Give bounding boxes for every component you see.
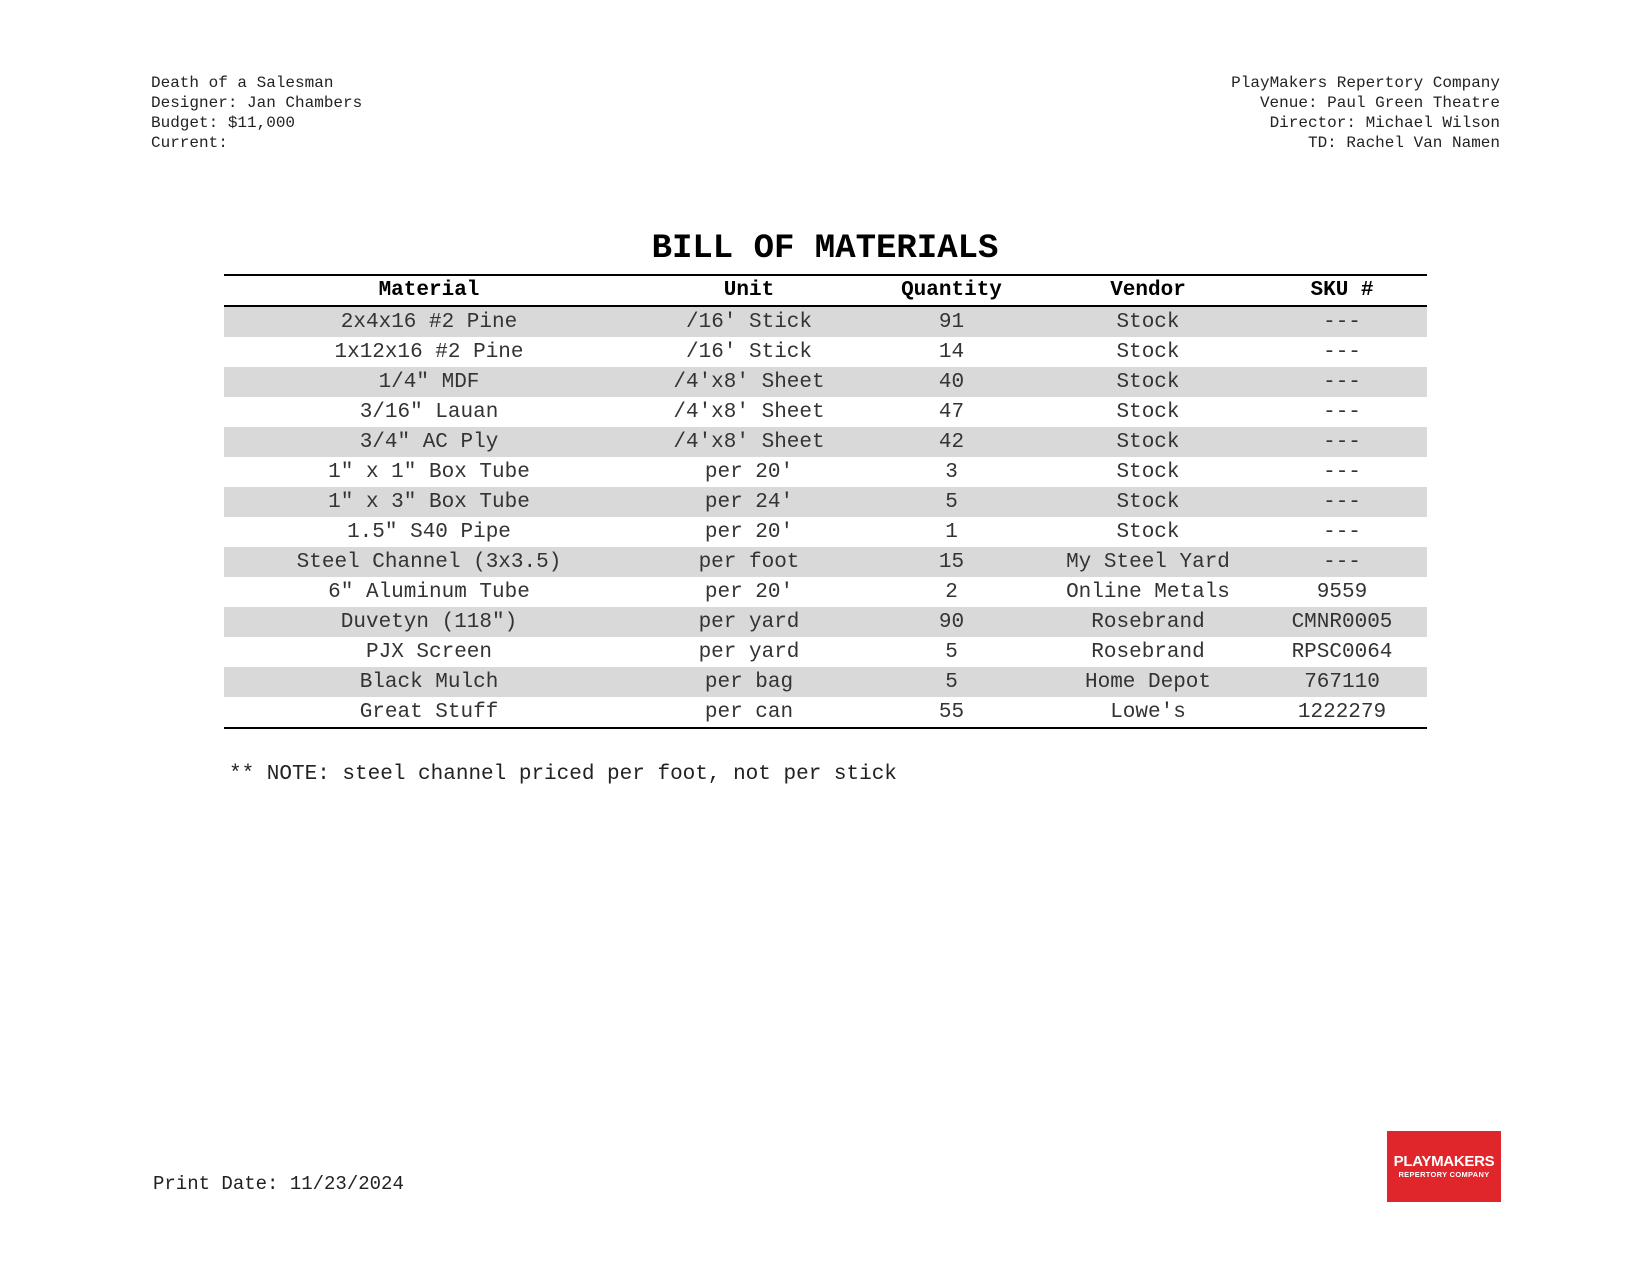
sku-cell: 9559	[1316, 580, 1368, 604]
vendor-cell: Online Metals	[1066, 580, 1230, 604]
unit-cell: per bag	[634, 667, 864, 697]
quantity-cell: 5	[864, 487, 1039, 517]
sku-cell: CMNR0005	[1257, 607, 1427, 637]
company-info	[1231, 73, 1500, 153]
unit-cell: /16' Stick	[685, 340, 813, 364]
designer-label: Designer: Jan Chambers	[151, 94, 363, 112]
sku-cell: 767110	[1257, 667, 1427, 697]
unit-cell: /4'x8' Sheet	[634, 367, 864, 397]
table-row	[224, 427, 1427, 457]
material-cell: 1" x 1" Box Tube	[328, 460, 530, 484]
sku-cell: 1222279	[1297, 700, 1387, 724]
quantity-cell: 90	[864, 607, 1039, 637]
material-cell: 2x4x16 #2 Pine	[224, 306, 634, 337]
quantity-cell: 1	[945, 520, 958, 544]
material-cell: 1.5" S40 Pipe	[347, 520, 511, 544]
table-row	[224, 457, 1427, 487]
column-header-unit: Unit	[634, 275, 864, 306]
table-row	[224, 517, 1427, 547]
venue-label: Venue: Paul Green Theatre	[1259, 94, 1500, 112]
table-row	[224, 637, 1427, 667]
unit-cell: /4'x8' Sheet	[634, 427, 864, 457]
sku-cell: ---	[1257, 427, 1427, 457]
quantity-cell: 91	[864, 306, 1039, 337]
table-row	[224, 337, 1427, 367]
column-header-sku: SKU #	[1257, 275, 1427, 306]
quantity-cell: 2	[945, 580, 958, 604]
material-cell: Steel Channel (3x3.5)	[224, 547, 634, 577]
column-header-quantity: Quantity	[864, 275, 1039, 306]
quantity-cell: 42	[864, 427, 1039, 457]
material-cell: Black Mulch	[224, 667, 634, 697]
column-header-material: Material	[224, 275, 634, 306]
unit-cell: per 20'	[704, 520, 794, 544]
page-title: BILL OF MATERIALS	[651, 230, 999, 268]
vendor-cell: Stock	[1116, 340, 1180, 364]
material-cell: 1" x 3" Box Tube	[224, 487, 634, 517]
vendor-cell: Rosebrand	[1039, 607, 1257, 637]
material-cell: 1x12x16 #2 Pine	[334, 340, 524, 364]
quantity-cell: 5	[945, 640, 958, 664]
unit-cell: per yard	[634, 607, 864, 637]
unit-cell: /4'x8' Sheet	[673, 400, 825, 424]
table-header-row	[224, 275, 1427, 306]
table-row	[224, 607, 1427, 637]
sku-cell: ---	[1323, 460, 1361, 484]
vendor-cell: Stock	[1039, 367, 1257, 397]
vendor-cell: Stock	[1116, 460, 1180, 484]
material-cell: Great Stuff	[359, 700, 499, 724]
vendor-cell: Stock	[1116, 400, 1180, 424]
material-cell: 3/4" AC Ply	[224, 427, 634, 457]
table-row	[224, 397, 1427, 427]
quantity-cell: 15	[864, 547, 1039, 577]
quantity-cell: 55	[938, 700, 965, 724]
vendor-cell: My Steel Yard	[1039, 547, 1257, 577]
material-cell: Duvetyn (118")	[224, 607, 634, 637]
director-label: Director: Michael Wilson	[1269, 114, 1500, 132]
sku-cell: ---	[1257, 367, 1427, 397]
unit-cell: /16' Stick	[634, 306, 864, 337]
unit-cell: per foot	[634, 547, 864, 577]
table-row	[224, 547, 1427, 577]
sku-cell: ---	[1257, 547, 1427, 577]
sku-cell: ---	[1323, 340, 1361, 364]
table-row	[224, 697, 1427, 728]
quantity-cell: 14	[938, 340, 965, 364]
current-label: Current:	[151, 134, 228, 152]
vendor-cell: Lowe's	[1110, 700, 1186, 724]
table-row	[224, 577, 1427, 607]
unit-cell: per yard	[698, 640, 800, 664]
unit-cell: per 20'	[704, 580, 794, 604]
table-row	[224, 367, 1427, 397]
quantity-cell: 40	[864, 367, 1039, 397]
td-label: TD: Rachel Van Namen	[1307, 134, 1500, 152]
quantity-cell: 5	[864, 667, 1039, 697]
playmakers-logo	[1387, 1131, 1501, 1202]
material-cell: 6" Aluminum Tube	[328, 580, 530, 604]
unit-cell: per 20'	[704, 460, 794, 484]
unit-cell: per 24'	[634, 487, 864, 517]
material-cell: 1/4" MDF	[224, 367, 634, 397]
logo-wordmark: PLAYMAKERS	[1393, 1152, 1495, 1170]
sku-cell: ---	[1323, 520, 1361, 544]
vendor-cell: Home Depot	[1039, 667, 1257, 697]
vendor-cell: Stock	[1039, 306, 1257, 337]
quantity-cell: 47	[938, 400, 965, 424]
sku-cell: ---	[1257, 306, 1427, 337]
table-row	[224, 487, 1427, 517]
vendor-cell: Stock	[1039, 427, 1257, 457]
vendor-cell: Stock	[1116, 520, 1180, 544]
material-cell: PJX Screen	[365, 640, 493, 664]
pricing-note: ** NOTE: steel channel priced per foot, not per stick	[229, 763, 897, 786]
production-title: Death of a Salesman	[151, 74, 334, 92]
materials-table	[224, 274, 1427, 729]
budget-label: Budget: $11,000	[151, 114, 296, 132]
vendor-cell: Rosebrand	[1091, 640, 1205, 664]
column-header-vendor: Vendor	[1039, 275, 1257, 306]
sku-cell: RPSC0064	[1291, 640, 1393, 664]
table-row	[224, 306, 1427, 337]
table-row	[224, 667, 1427, 697]
material-cell: 3/16" Lauan	[359, 400, 499, 424]
quantity-cell: 3	[945, 460, 958, 484]
print-date: Print Date: 11/23/2024	[153, 1173, 404, 1195]
company-name: PlayMakers Repertory Company	[1231, 74, 1500, 92]
sku-cell: ---	[1323, 400, 1361, 424]
vendor-cell: Stock	[1039, 487, 1257, 517]
unit-cell: per can	[704, 700, 794, 724]
logo-subtitle: REPERTORY COMPANY	[1398, 1169, 1490, 1179]
production-info	[151, 73, 362, 153]
sku-cell: ---	[1257, 487, 1427, 517]
